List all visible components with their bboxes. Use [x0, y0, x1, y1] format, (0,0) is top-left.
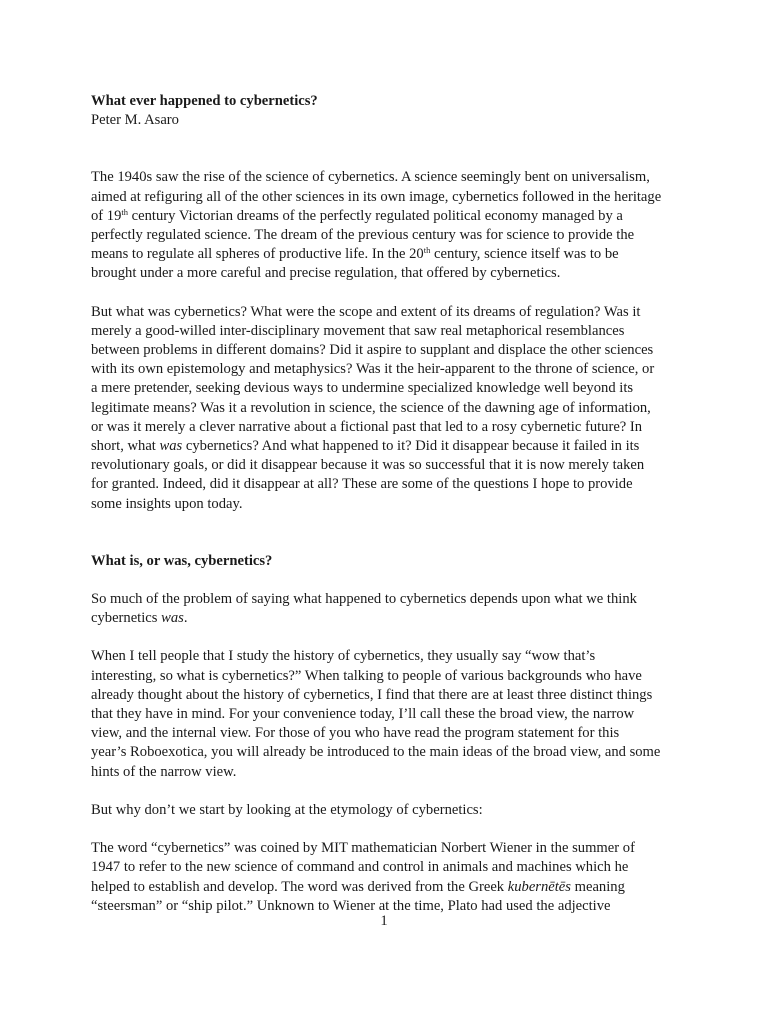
paragraph-line: or was it merely a clever narrative about a fictional past that led to a rosy cybernetic future? In [91, 418, 643, 435]
text-run: of 19 [91, 207, 122, 224]
paragraph-line: view, and the internal view. For those of you who have read the program statement for this [91, 725, 620, 742]
text-run: century, science itself was to be [430, 246, 619, 263]
paragraph-line: some insights upon today. [91, 495, 243, 512]
paragraph-line: legitimate means? Was it a revolution in science, the science of the dawning age of information, [91, 399, 651, 416]
text-run: means to regulate all spheres of productive life. In the 20 [91, 246, 424, 263]
document-title: What ever happened to cybernetics? [91, 93, 318, 109]
text-run: short, what [91, 438, 160, 455]
emphasis: was [161, 610, 184, 627]
paragraph-etymology-intro [91, 801, 701, 820]
paragraph-line: a mere pretender, seeking devious ways to undermine specialized knowledge well beyond its [91, 380, 634, 397]
paragraph-line [91, 609, 701, 628]
paragraph-line: that they have in mind. For your convenience today, I’ll call these the broad view, the narrow [91, 706, 635, 723]
paragraph-line: The 1940s saw the rise of the science of cybernetics. A science seemingly bent on universalism, [91, 169, 650, 186]
spacer [91, 514, 701, 552]
spacer [91, 130, 701, 168]
paragraph-line: brought under a more careful and precise regulation, that offered by cybernetics. [91, 265, 561, 282]
document-page [91, 92, 701, 916]
document-author: Peter M. Asaro [91, 112, 179, 129]
paragraph-line: for granted. Indeed, did it disappear at all? These are some of the questions I hope to provide [91, 476, 633, 493]
paragraph-etymology [91, 839, 701, 916]
spacer [91, 820, 701, 839]
paragraph-line [91, 245, 701, 264]
text-run: century Victorian dreams of the perfectly regulated political economy managed by a [128, 207, 623, 224]
spacer [91, 571, 701, 590]
paragraph-line: 1947 to refer to the new science of command and control in animals and machines which he [91, 859, 629, 876]
paragraph-line: But what was cybernetics? What were the scope and extent of its dreams of regulation? Was it [91, 303, 641, 320]
paragraph-questions [91, 303, 701, 514]
paragraph-line: perfectly regulated science. The dream of the previous century was for science to provide the [91, 227, 635, 244]
paragraph-line: So much of the problem of saying what happened to cybernetics depends upon what we think [91, 591, 637, 608]
paragraph-line [91, 878, 701, 897]
text-run: . [183, 610, 188, 627]
text-run: cybernetics [91, 610, 162, 627]
text-run: cybernetics? And what happened to it? Did it disappear because it failed in its [182, 438, 640, 455]
paragraph-line [91, 437, 701, 456]
paragraph-line: When I tell people that I study the history of cybernetics, they usually say “wow that’s [91, 648, 596, 665]
paragraph-line: between problems in different domains? Did it aspire to supplant and displace the other sciences [91, 342, 654, 359]
paragraph-intro [91, 168, 701, 283]
paragraph-line: But why don’t we start by looking at the etymology of cybernetics: [91, 801, 483, 818]
superscript: th [121, 206, 129, 217]
paragraph-line: revolutionary goals, or did it disappear because it was so successful that it is now merely taken [91, 457, 645, 474]
page-number: 1 [380, 913, 388, 929]
paragraph-line [91, 207, 701, 226]
emphasis: kubernētēs [507, 878, 571, 895]
paragraph-views [91, 647, 701, 781]
spacer [91, 782, 701, 801]
paragraph-line: already thought about the history of cybernetics, I find that there are at least three distinct things [91, 686, 653, 703]
paragraph-line: aimed at refiguring all of the other sciences in its own image, cybernetics followed in the heritage [91, 188, 662, 205]
paragraph-line: merely a good-willed inter-disciplinary movement that saw real metaphorical resemblances [91, 322, 625, 339]
emphasis: was [159, 438, 183, 455]
paragraph-line: “steersman” or “ship pilot.” Unknown to Wiener at the time, Plato had used the adjective [91, 897, 611, 914]
spacer [91, 284, 701, 303]
superscript: th [423, 245, 431, 256]
spacer [91, 628, 701, 647]
paragraph-line: with its own epistemology and metaphysics? Was it the heir-apparent to the throne of science, or [91, 361, 655, 378]
section-heading: What is, or was, cybernetics? [91, 552, 273, 569]
paragraph-line: year’s Roboexotica, you will already be introduced to the main ideas of the broad view, and some [91, 744, 661, 761]
paragraph-line: interesting, so what is cybernetics?” When talking to people of various backgrounds who have [91, 667, 642, 684]
text-run: helped to establish and develop. The word was derived from the Greek [91, 878, 508, 895]
paragraph-line: hints of the narrow view. [91, 763, 237, 780]
paragraph-line: The word “cybernetics” was coined by MIT mathematician Norbert Wiener in the summer of [91, 840, 635, 857]
paragraph-problem [91, 590, 701, 628]
text-run: meaning [570, 878, 625, 895]
